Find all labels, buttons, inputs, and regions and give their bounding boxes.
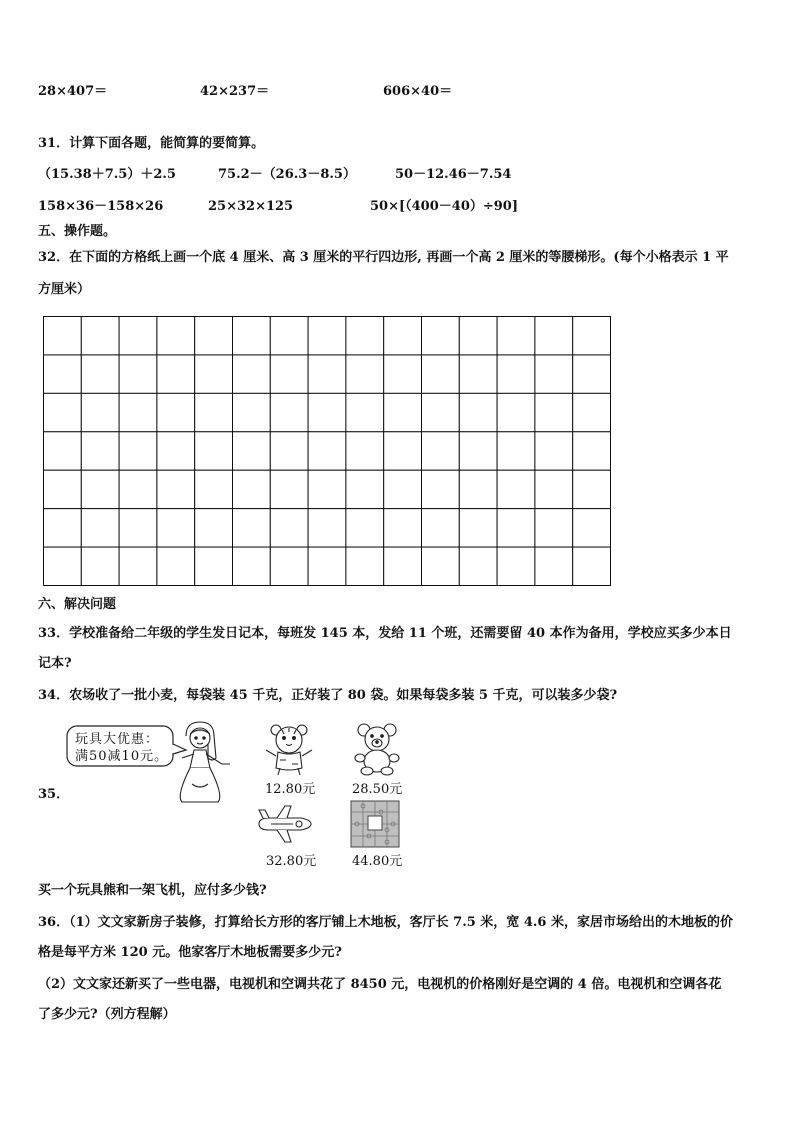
grid-cell[interactable] xyxy=(233,470,271,508)
grid-cell[interactable] xyxy=(459,547,497,585)
grid-cell[interactable] xyxy=(573,355,611,393)
grid-cell[interactable] xyxy=(459,355,497,393)
grid-cell[interactable] xyxy=(44,317,82,355)
grid-cell[interactable] xyxy=(270,393,308,431)
grid-cell[interactable] xyxy=(497,470,535,508)
grid-cell[interactable] xyxy=(81,432,119,470)
grid-cell[interactable] xyxy=(157,317,195,355)
grid-cell[interactable] xyxy=(270,432,308,470)
grid-cell[interactable] xyxy=(535,432,573,470)
grid-cell[interactable] xyxy=(346,547,384,585)
grid-cell[interactable] xyxy=(81,509,119,547)
q31-row1-expr-3: 50－12.46－7.54 xyxy=(395,167,512,182)
grid-cell[interactable] xyxy=(195,432,233,470)
grid-cell[interactable] xyxy=(44,393,82,431)
airplane-toy-icon xyxy=(255,804,313,844)
grid-cell[interactable] xyxy=(384,470,422,508)
grid-cell[interactable] xyxy=(119,432,157,470)
grid-cell[interactable] xyxy=(346,393,384,431)
toy-price-4: 44.80元 xyxy=(352,854,403,869)
grid-cell[interactable] xyxy=(270,470,308,508)
q31-row2-expr-3: 50×[（400－40）÷90] xyxy=(370,199,518,214)
grid-cell[interactable] xyxy=(573,317,611,355)
q33-line-2: 记本? xyxy=(38,656,72,671)
grid-cell[interactable] xyxy=(157,470,195,508)
q31-title: 31．计算下面各题，能简算的要简算。 xyxy=(38,136,265,151)
grid-cell[interactable] xyxy=(157,355,195,393)
grid-cell[interactable] xyxy=(119,509,157,547)
q30-expr-1: 28×407＝ xyxy=(38,84,108,99)
grid-cell[interactable] xyxy=(346,509,384,547)
grid-cell[interactable] xyxy=(497,355,535,393)
q33-line-1: 33．学校准备给二年级的学生发日记本，每班发 145 本，发给 11 个班，还需要留 40 本作为备用，学校应买多少本日 xyxy=(38,626,732,641)
grid-cell[interactable] xyxy=(384,355,422,393)
q35-question: 买一个玩具熊和一架飞机，应付多少钱? xyxy=(38,883,267,898)
grid-cell[interactable] xyxy=(346,432,384,470)
grid-cell[interactable] xyxy=(233,317,271,355)
grid-cell[interactable] xyxy=(195,470,233,508)
grid-cell[interactable] xyxy=(422,432,460,470)
grid-cell[interactable] xyxy=(195,393,233,431)
grid-cell[interactable] xyxy=(497,317,535,355)
grid-cell[interactable] xyxy=(308,317,346,355)
q31-row2-expr-2: 25×32×125 xyxy=(208,199,294,214)
grid-cell[interactable] xyxy=(308,432,346,470)
grid-cell[interactable] xyxy=(308,355,346,393)
grid-cell[interactable] xyxy=(119,547,157,585)
grid-cell[interactable] xyxy=(44,470,82,508)
q31-row2-expr-1: 158×36－158×26 xyxy=(38,199,164,214)
grid-cell[interactable] xyxy=(81,317,119,355)
section-5-heading: 五、操作题。 xyxy=(38,224,117,239)
grid-cell[interactable] xyxy=(535,355,573,393)
q32-line-2: 方厘米） xyxy=(38,282,91,297)
grid-cell[interactable] xyxy=(308,509,346,547)
grid-cell[interactable] xyxy=(573,432,611,470)
grid-cell[interactable] xyxy=(573,393,611,431)
q32-line-1: 32．在下面的方格纸上画一个底 4 厘米、高 3 厘米的平行四边形, 再画一个高 2 厘米的等腰梯形。(每个小格表示 1 平 xyxy=(38,250,729,265)
grid-cell[interactable] xyxy=(422,393,460,431)
grid-cell[interactable] xyxy=(308,393,346,431)
grid-cell[interactable] xyxy=(195,317,233,355)
q35-number: 35． xyxy=(38,787,70,802)
grid-cell[interactable] xyxy=(384,547,422,585)
grid-cell[interactable] xyxy=(422,470,460,508)
section-6-heading: 六、解决问题 xyxy=(38,597,117,612)
grid-cell[interactable] xyxy=(81,547,119,585)
grid-cell[interactable] xyxy=(233,547,271,585)
q36-part2-line-2: 了多少元?（列方程解） xyxy=(38,1007,176,1022)
grid-cell[interactable] xyxy=(573,470,611,508)
grid-cell[interactable] xyxy=(346,470,384,508)
grid-cell[interactable] xyxy=(346,355,384,393)
grid-cell[interactable] xyxy=(44,547,82,585)
grid-cell[interactable] xyxy=(270,509,308,547)
grid-cell[interactable] xyxy=(422,509,460,547)
grid-cell[interactable] xyxy=(157,393,195,431)
teddy-bear-icon xyxy=(350,722,404,776)
speech-bubble-line-1: 玩具大优惠： xyxy=(75,732,160,747)
grid-cell[interactable] xyxy=(157,547,195,585)
grid-cell[interactable] xyxy=(573,547,611,585)
toy-price-1: 12.80元 xyxy=(265,782,316,797)
grid-cell[interactable] xyxy=(384,432,422,470)
grid-cell[interactable] xyxy=(44,355,82,393)
q31-row1-expr-2: 75.2－（26.3－8.5） xyxy=(218,167,356,182)
grid-cell[interactable] xyxy=(459,393,497,431)
grid-cell[interactable] xyxy=(497,547,535,585)
grid-cell[interactable] xyxy=(233,355,271,393)
grid-cell[interactable] xyxy=(270,355,308,393)
grid-cell[interactable] xyxy=(422,547,460,585)
grid-cell[interactable] xyxy=(459,432,497,470)
grid-cell[interactable] xyxy=(497,509,535,547)
q36-part1-line-2: 格是每平方米 120 元。他家客厅木地板需要多少元? xyxy=(38,945,342,960)
grid-cell[interactable] xyxy=(44,509,82,547)
grid-cell[interactable] xyxy=(195,509,233,547)
grid-cell[interactable] xyxy=(535,470,573,508)
grid-cell[interactable] xyxy=(459,509,497,547)
grid-cell[interactable] xyxy=(270,317,308,355)
girl-icon xyxy=(180,722,230,802)
grid-cell[interactable] xyxy=(573,509,611,547)
grid-cell[interactable] xyxy=(233,509,271,547)
grid-cell[interactable] xyxy=(422,317,460,355)
jigsaw-puzzle-icon xyxy=(350,800,400,848)
grid-cell[interactable] xyxy=(157,432,195,470)
grid-cell[interactable] xyxy=(81,393,119,431)
q34-text: 34．农场收了一批小麦，每袋装 45 千克，正好装了 80 袋。如果每袋多装 5 千克，可以装多少袋? xyxy=(38,688,618,703)
toy-price-3: 32.80元 xyxy=(266,854,317,869)
grid-cell[interactable] xyxy=(119,355,157,393)
grid-cell[interactable] xyxy=(497,393,535,431)
grid-cell[interactable] xyxy=(81,470,119,508)
grid-cell[interactable] xyxy=(119,317,157,355)
tiger-toy-icon xyxy=(262,722,316,776)
q31-row1-expr-1: （15.38＋7.5）＋2.5 xyxy=(38,167,176,182)
grid-cell[interactable] xyxy=(233,393,271,431)
grid-cell[interactable] xyxy=(308,470,346,508)
grid-cell[interactable] xyxy=(81,355,119,393)
grid-cell[interactable] xyxy=(195,547,233,585)
grid-cell[interactable] xyxy=(119,470,157,508)
grid-cell[interactable] xyxy=(459,317,497,355)
grid-cell[interactable] xyxy=(119,393,157,431)
grid-cell[interactable] xyxy=(497,432,535,470)
grid-cell[interactable] xyxy=(384,393,422,431)
grid-cell[interactable] xyxy=(535,509,573,547)
grid-cell[interactable] xyxy=(308,547,346,585)
grid-cell[interactable] xyxy=(270,547,308,585)
grid-cell[interactable] xyxy=(195,355,233,393)
grid-cell[interactable] xyxy=(384,317,422,355)
q30-expr-2: 42×237＝ xyxy=(200,84,270,99)
q30-expr-3: 606×40＝ xyxy=(383,84,453,99)
grid-cell[interactable] xyxy=(535,393,573,431)
grid-cell[interactable] xyxy=(535,547,573,585)
speech-bubble-line-2: 满50减10元。 xyxy=(75,749,169,764)
q36-part2-line-1: （2）文文家还新买了一些电器，电视机和空调共花了 8450 元，电视机的价格刚好是空调的 4 倍。电视机和空调各花 xyxy=(38,977,722,992)
grid-cell[interactable] xyxy=(233,432,271,470)
q36-part1-line-1: 36．（1）文文家新房子装修，打算给长方形的客厅铺上木地板，客厅长 7.5 米，宽 4.6 米，家居市场给出的木地板的价 xyxy=(38,915,733,930)
grid-cell[interactable] xyxy=(384,509,422,547)
grid-cell[interactable] xyxy=(157,509,195,547)
grid-cell[interactable] xyxy=(346,317,384,355)
grid-cell[interactable] xyxy=(422,355,460,393)
square-grid-paper[interactable] xyxy=(43,316,611,586)
toy-price-2: 28.50元 xyxy=(352,782,403,797)
grid-cell[interactable] xyxy=(535,317,573,355)
grid-cell[interactable] xyxy=(44,432,82,470)
grid-cell[interactable] xyxy=(459,470,497,508)
